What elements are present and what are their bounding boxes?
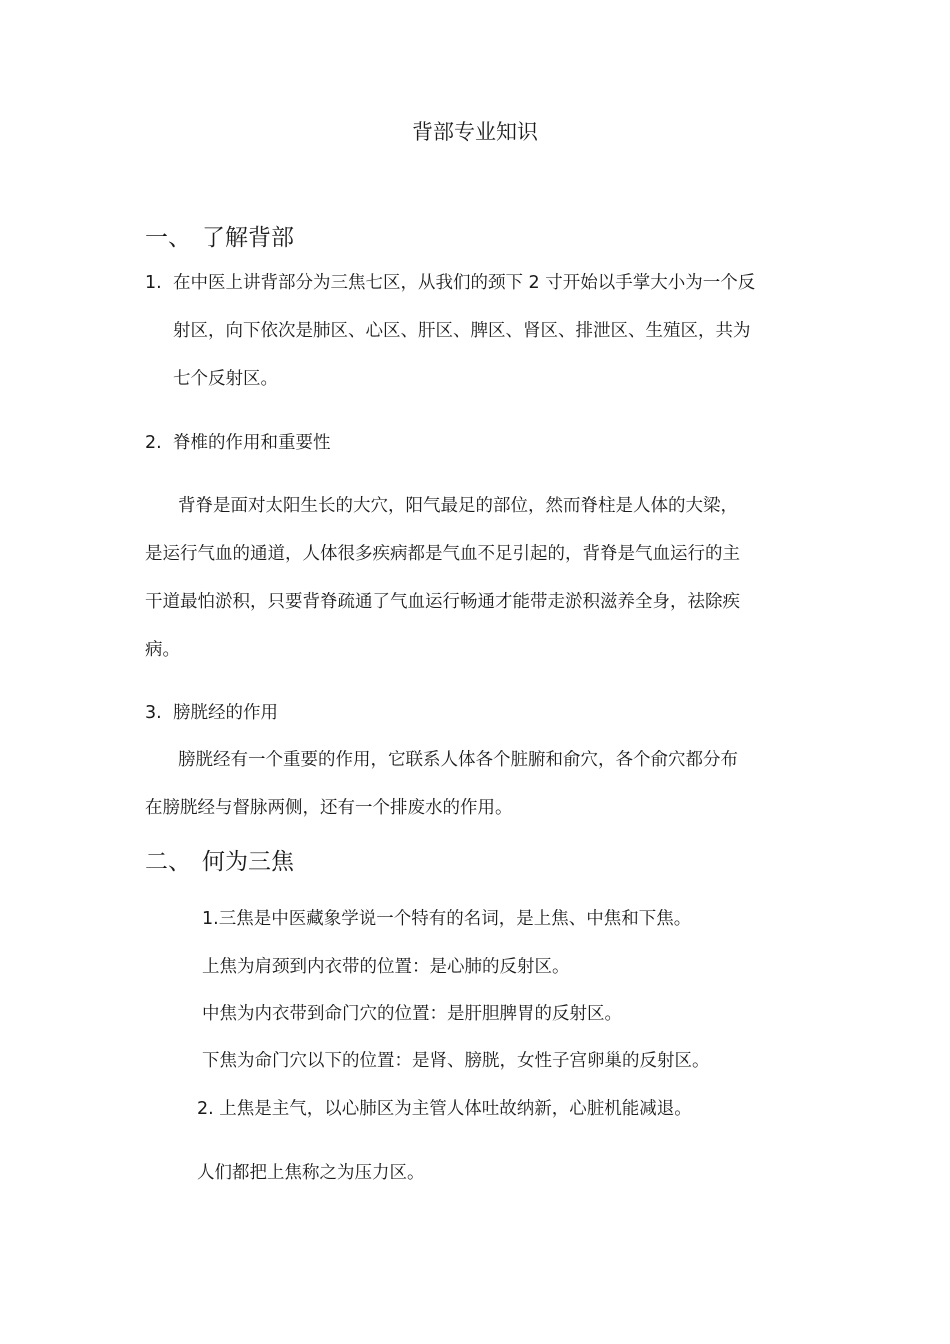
item-2-heading	[145, 430, 331, 456]
page-title: 背部专业知识	[412, 120, 538, 144]
section-2-line-6: 人们都把上焦称之为压力区。	[197, 1163, 425, 1183]
item-2-line-1: 背脊是面对太阳生长的大穴，阳气最足的部位，然而脊柱是人体的大梁，	[178, 496, 738, 516]
section-1-heading	[145, 222, 294, 254]
item-3-heading	[145, 700, 278, 726]
item-1-text-1: 在中医上讲背部分为三焦七区，从我们的颈下 2 寸开始以手掌大小为一个反	[173, 273, 756, 293]
section-2-heading	[145, 846, 294, 878]
section-2-line-4: 下焦为命门穴以下的位置：是肾、膀胱，女性子宫卵巢的反射区。	[202, 1051, 710, 1071]
section-2-number: 二、	[145, 849, 191, 875]
section-2-line-2: 上焦为肩颈到内衣带的位置：是心肺的反射区。	[202, 957, 570, 977]
item-2-line-2: 是运行气血的通道，人体很多疾病都是气血不足引起的，背脊是气血运行的主	[145, 544, 740, 564]
item-1-line-2: 射区，向下依次是肺区、心区、肝区、脾区、肾区、排泄区、生殖区，共为	[173, 321, 751, 341]
section-2-line-5: 2. 上焦是主气，以心肺区为主管人体吐故纳新，心脏机能减退。	[197, 1099, 692, 1119]
item-2-line-3: 干道最怕淤积，只要背脊疏通了气血运行畅通才能带走淤积滋养全身，祛除疾	[145, 592, 740, 612]
item-2-title: 脊椎的作用和重要性	[173, 433, 331, 453]
section-1-title: 了解背部	[202, 225, 294, 251]
item-1-line-3: 七个反射区。	[173, 369, 278, 389]
item-3-number: 3.	[145, 703, 162, 723]
section-2-line-1: 1.三焦是中医藏象学说一个特有的名词，是上焦、中焦和下焦。	[202, 909, 692, 929]
section-1-number: 一、	[145, 225, 191, 251]
item-1-number: 1.	[145, 273, 162, 293]
item-2-number: 2.	[145, 433, 162, 453]
item-3-title: 膀胱经的作用	[173, 703, 278, 723]
item-3-line-1: 膀胱经有一个重要的作用，它联系人体各个脏腑和俞穴，各个俞穴都分布	[178, 750, 738, 770]
item-1-line-1	[145, 270, 755, 296]
section-2-line-3: 中焦为内衣带到命门穴的位置：是肝胆脾胃的反射区。	[202, 1004, 622, 1024]
item-2-line-4: 病。	[145, 640, 180, 660]
section-2-title: 何为三焦	[202, 849, 294, 875]
item-3-line-2: 在膀胱经与督脉两侧，还有一个排废水的作用。	[145, 798, 513, 818]
